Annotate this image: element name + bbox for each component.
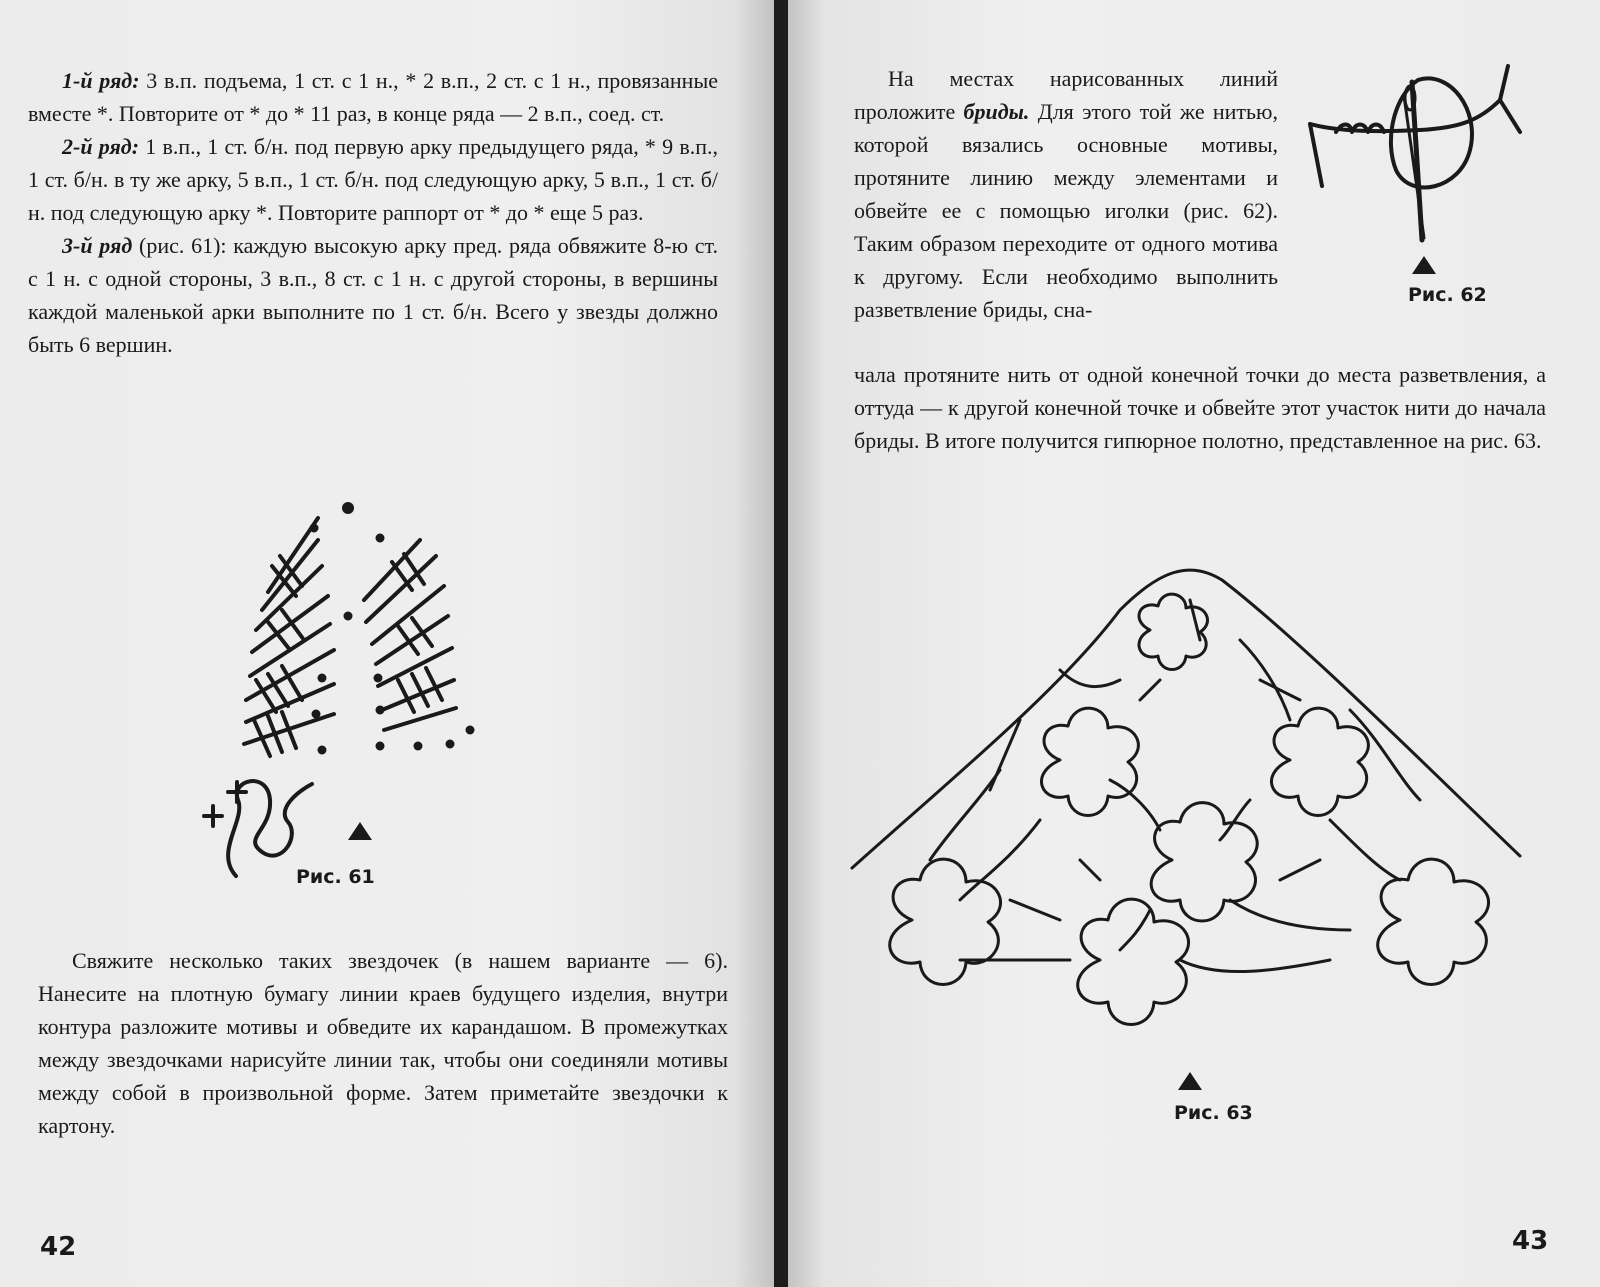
fig61-caption: Рис. 61 (296, 866, 375, 888)
row3-text: (рис. 61): каждую высокую арку пред. ряда обвяжите 8-ю ст. с 1 н. с одной стороны, 3 в.п., 8 ст. с 1 н. с другой стороны, в вершины каждой маленькой арки выполните по 1 ст. б/н. Всего у звезды должно быть 6 вершин. (28, 233, 718, 357)
row2-text: 1 в.п., 1 ст. б/н. под первую арку предыдущего ряда, * 9 в.п., 1 ст. б/н. в ту же арку, 5 в.п., 1 ст. б/н. под следующую арку, 5 в.п., 1 ст. б/н. под следующую арку *. Повторите раппорт от * до * еще 5 раз. (28, 134, 718, 225)
right-text-b: Для этого той же нитью, которой вязались основные мотивы, протяните линию между элементами и обвейте ее с помощью иголки (рис. 62). Таким образом переходите от одного мотива к другому. Если необходимо выполнить разветвление бриды, сна- (854, 99, 1278, 322)
page-number-left: 42 (40, 1232, 77, 1262)
row1-label: 1-й ряд: (62, 68, 140, 93)
fig63-marker-icon (1178, 1072, 1202, 1090)
right-text-emphasis: бриды. (963, 99, 1030, 124)
fig62-caption: Рис. 62 (1408, 284, 1487, 306)
right-paragraph-continuation: чала протяните нить от одной конечной точки до места разветвления, а оттуда — к другой конечной точке и обвейте этот участок нити до начала бриды. В итоге получится гипюрное полотно, представленное на рис. 63. (854, 362, 1546, 453)
left-bottom-paragraph: Свяжите несколько таких звездочек (в нашем варианте — 6). Нанесите на плотную бумагу линии краев будущего изделия, внутри контура разложите мотивы и обведите их карандашом. В промежутках между звездочками нарисуйте линии так, чтобы они соединяли мотивы между собой в произвольной форме. Затем приметайте звездочки к картону. (38, 948, 728, 1138)
row1-text: 3 в.п. подъема, 1 ст. с 1 н., * 2 в.п., 2 ст. с 1 н., провязанные вместе *. Повторите от * до * 11 раз, в конце ряда — 2 в.п., соед. ст. (28, 68, 718, 126)
row2-label: 2-й ряд: (62, 134, 140, 159)
fig63-caption: Рис. 63 (1174, 1102, 1253, 1124)
page-number-right: 43 (1512, 1226, 1549, 1256)
right-text-a: На местах нарисованных линий проложите (854, 66, 1278, 124)
row3-label: 3-й ряд (62, 233, 133, 258)
